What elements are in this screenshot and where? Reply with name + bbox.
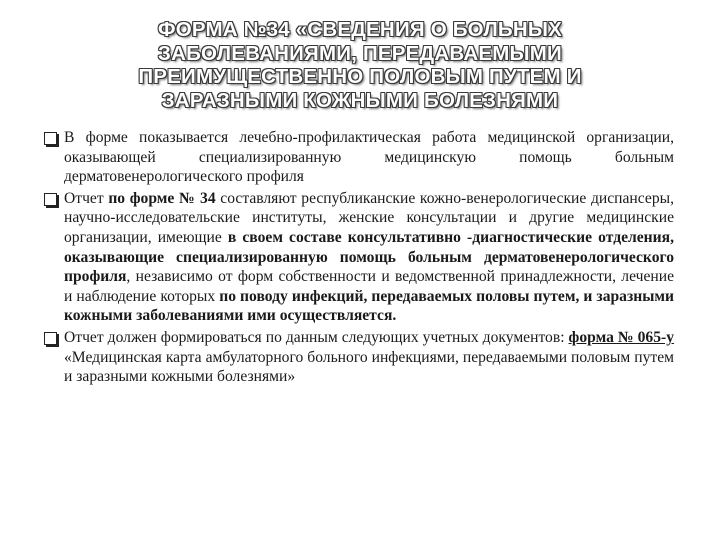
bullet-1-text: В форме показывается лечебно-профилактическая работа медицинской организации, оказывающей специализированную медицинскую помощь больным дерматовенерологического профиля — [64, 129, 674, 186]
bullet-2-text-part-1: Отчет — [64, 189, 109, 207]
bullet-2-bold-part-1: по форме № 34 — [108, 189, 216, 207]
slide-title — [60, 18, 660, 112]
title-line-1: ФОРМА №34 «СВЕДЕНИЯ О БОЛЬНЫХ — [158, 18, 562, 41]
bullet-item-2 — [44, 189, 674, 326]
bullet-2-text-part-3: , независимо от форм собственности и ведомственной принадлежности, лечение и наблюдение которых — [64, 268, 674, 305]
checkbox-bullet-icon — [44, 332, 57, 345]
title-line-3: ПРЕИМУЩЕСТВЕННО ПОЛОВЫМ ПУТЕМ И — [138, 65, 582, 88]
bullet-item-3 — [44, 328, 674, 387]
bullet-2-bold-part-2: в своем составе консультативно -диагностические отделения, оказывающие специализированную помощь больным дерматовенерологического профиля — [64, 228, 674, 286]
bullet-3-text-part-2: «Медицинская карта амбулаторного больного инфекциями, передаваемыми половым путем и заразными кожными болезнями» — [64, 348, 674, 386]
checkbox-bullet-icon — [44, 193, 57, 206]
bullet-2-bold-part-3: по поводу инфекций, передаваемых половы путем, и заразными кожными заболеваниями ими осуществляется. — [64, 287, 674, 325]
title-line-2: ЗАБОЛЕВАНИЯМИ, ПЕРЕДАВАЕМЫМИ — [158, 41, 562, 65]
checkbox-bullet-icon — [44, 132, 57, 145]
bullet-3-form-reference: форма № 065-у — [568, 328, 674, 346]
bullet-2-text-part-2: составляют республиканские кожно-венерологические диспансеры, научно-исследовательские институты, женские консультации и другие медицинские организации, имеющие — [64, 189, 674, 246]
bullet-3-text-part-1: Отчет должен формироваться по данным следующих учетных документов: — [64, 328, 569, 346]
bullet-item-1 — [44, 128, 674, 187]
slide-body — [44, 128, 674, 389]
title-line-4: ЗАРАЗНЫМИ КОЖНЫМИ БОЛЕЗНЯМИ — [161, 88, 559, 112]
